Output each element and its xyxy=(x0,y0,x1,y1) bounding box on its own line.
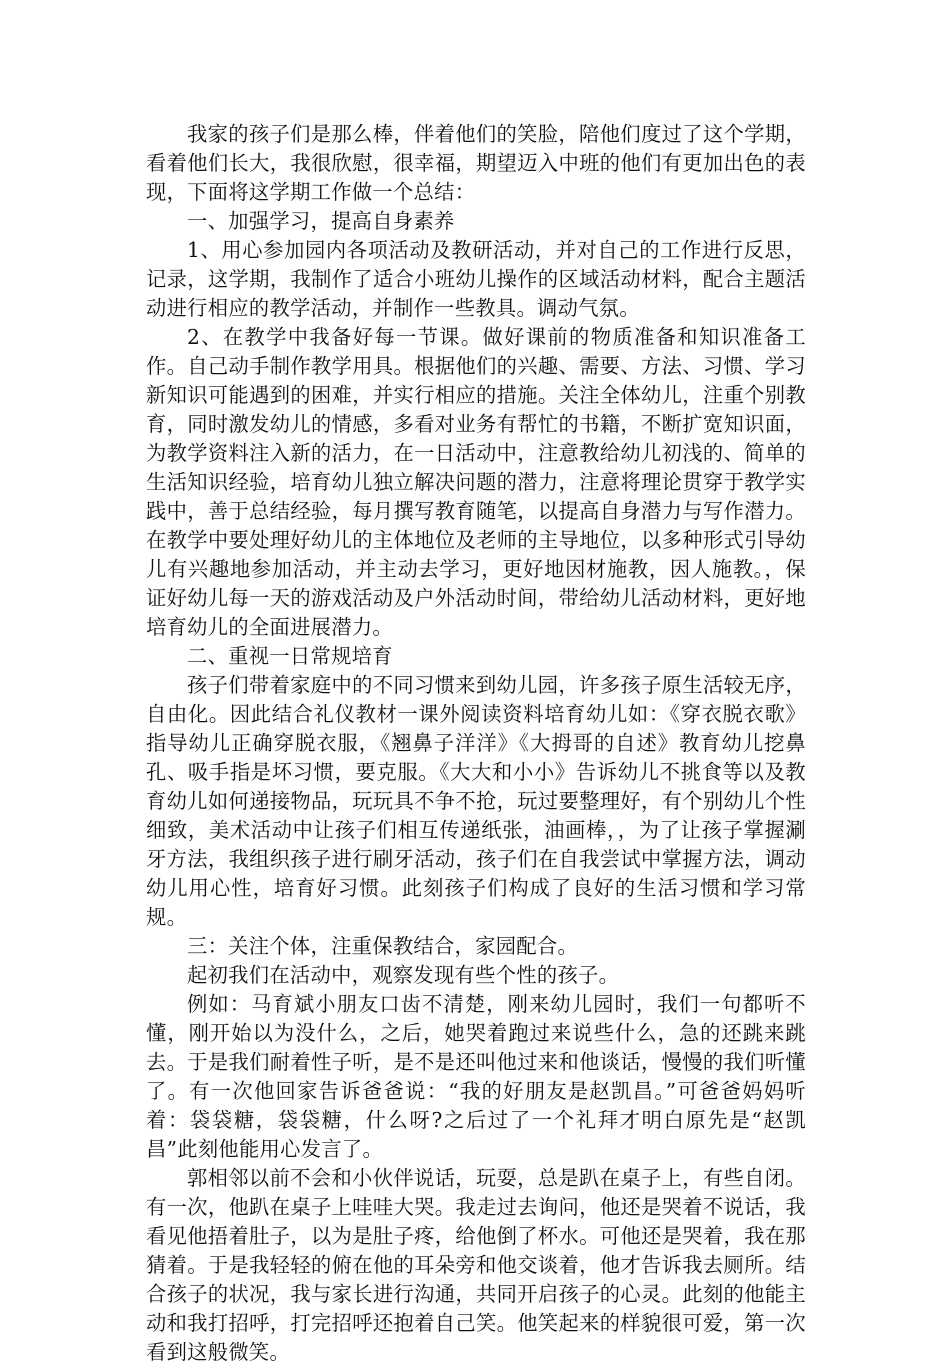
document-body xyxy=(146,120,806,1367)
section-heading-2: 二、重视一日常规培育 xyxy=(187,644,393,668)
section-heading-1: 一、加强学习，提高自身素养 xyxy=(187,209,455,233)
intro-paragraph: 我家的孩子们是那么棒，伴着他们的笑脸，陪他们度过了这个学期，看着他们长大，我很欣慰，很幸福，期望迈入中班的他们有更加出色的表现，下面将这学期工作做一个总结： xyxy=(146,122,806,204)
paragraph-3-example-1: 例如：马育斌小朋友口齿不清楚，刚来幼儿园时，我们一句都听不懂，刚开始以为没什么，之后，她哭着跑过来说些什么，急的还跳来跳去。于是我们耐着性子听，是不是还叫他过来和他谈话，慢慢的我们听懂了。有一次他回家告诉爸爸说：“我的好朋友是赵凯昌。”可爸爸妈妈听着：袋袋糖，袋袋糖，什么呀?之后过了一个礼拜才明白原先是“赵凯昌”此刻他能用心发言了。 xyxy=(146,992,806,1161)
paragraph-1-2: 2、在教学中我备好每一节课。做好课前的物质准备和知识准备工作。自己动手制作教学用具。根据他们的兴趣、需要、方法、习惯、学习新知识可能遇到的困难，并实行相应的措施。关注全体幼儿，注重个别教育，同时激发幼儿的情感，多看对业务有帮忙的书籍，不断扩宽知识面，为教学资料注入新的活力，在一日活动中，注意教给幼儿初浅的、简单的生活知识经验，培育幼儿独立解决问题的潜力，注意将理论贯穿于教学实践中，善于总结经验，每月撰写教育随笔，以提高自身潜力与写作潜力。在教学中要处理好幼儿的主体地位及老师的主导地位，以多种形式引导幼儿有兴趣地参加活动，并主动去学习，更好地因材施教，因人施教。，保证好幼儿每一天的游戏活动及户外活动时间，带给幼儿活动材料，更好地培育幼儿的全面进展潜力。 xyxy=(146,325,806,639)
paragraph-1-1: 1、用心参加园内各项活动及教研活动，并对自己的工作进行反思，记录，这学期，我制作了适合小班幼儿操作的区域活动材料，配合主题活动进行相应的教学活动，并制作一些教具。调动气氛。 xyxy=(146,238,806,320)
paragraph-3-intro: 起初我们在活动中，观察发现有些个性的孩子。 xyxy=(187,963,620,987)
paragraph-3-example-2: 郭相邻以前不会和小伙伴说话，玩耍，总是趴在桌子上，有些自闭。有一次，他趴在桌子上哇哇大哭。我走过去询问，他还是哭着不说话，我看见他捂着肚子，以为是肚子疼，给他倒了杯水。可他还是哭着，我在那猜着。于是我轻轻的俯在他的耳朵旁和他交谈着，他才告诉我去厕所。结合孩子的状况，我与家长进行沟通，共同开启孩子的心灵。此刻的他能主动和我打招呼，打完招呼还抱着自己笑。他笑起来的样貌很可爱，第一次看到这般微笑。 xyxy=(146,1166,806,1364)
paragraph-2: 孩子们带着家庭中的不同习惯来到幼儿园，许多孩子原生活较无序，自由化。因此结合礼仪教材一课外阅读资料培育幼儿如：《穿衣脱衣歌》指导幼儿正确穿脱衣服，《翘鼻子洋洋》《大拇哥的自述》教育幼儿挖鼻孔、吸手指是坏习惯，要克服。《大大和小小》告诉幼儿不挑食等以及教育幼儿如何递接物品，玩玩具不争不抢，玩过要整理好，有个别幼儿个性细致，美术活动中让孩子们相互传递纸张，油画棒，，为了让孩子掌握涮牙方法，我组织孩子进行刷牙活动，孩子们在自我尝试中掌握方法，调动幼儿用心性，培育好习惯。此刻孩子们构成了良好的生活习惯和学习常规。 xyxy=(146,673,806,929)
section-heading-3: 三：关注个体，注重保教结合，家园配合。 xyxy=(187,934,579,958)
